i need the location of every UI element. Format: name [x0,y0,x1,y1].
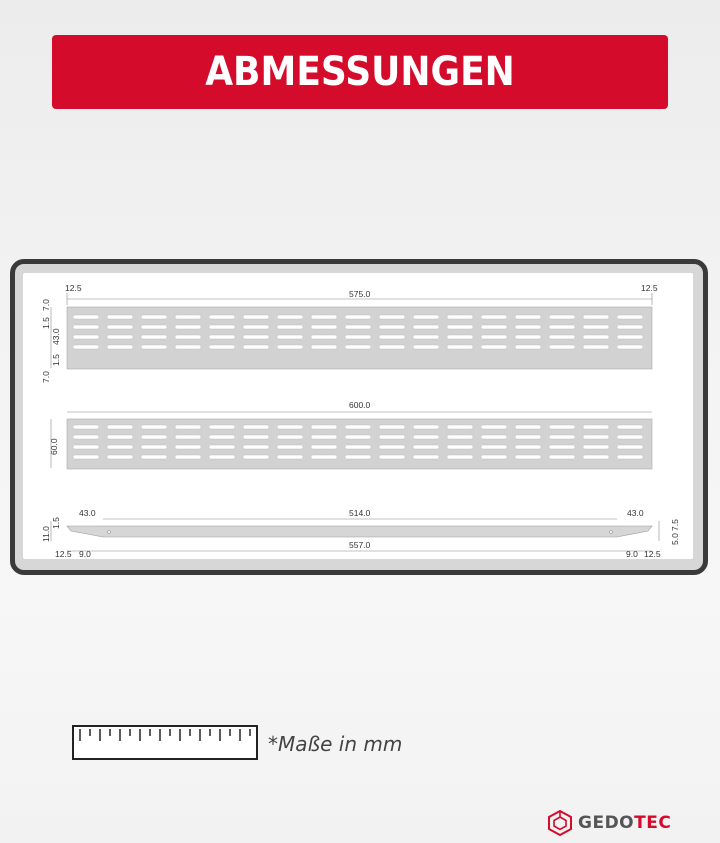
grille-slot [277,325,303,329]
grille-slot [515,425,541,429]
grille-slot [379,455,405,459]
grille-slot [447,455,473,459]
grille-slot [73,445,99,449]
grille-slot [277,315,303,319]
dim-v-bottom-inner: 1.5 [51,354,61,366]
grille-slot [515,445,541,449]
grille-slot [209,455,235,459]
grille-slot [175,435,201,439]
grille-slot [277,335,303,339]
grille-slot [311,325,337,329]
dim-v-bottom-outer: 7.0 [41,371,51,383]
grille-slot [447,325,473,329]
mounting-hole-right [610,531,613,534]
grille-slot [379,345,405,349]
grille-slot [107,315,133,319]
grille-slot [447,445,473,449]
grille-slot [243,425,269,429]
grille-slot [141,425,167,429]
grille-slot [209,325,235,329]
grille-slot [311,345,337,349]
grille-slot [209,335,235,339]
grille-slot [549,325,575,329]
dim-top-span: 575.0 [349,289,371,299]
grille-slot [413,425,439,429]
grille-slot [345,435,371,439]
grille-slot [311,315,337,319]
grille-slot [617,335,643,339]
grille-slot [447,315,473,319]
grille-slot [413,315,439,319]
title-banner [52,35,668,109]
dim-side-span: 514.0 [349,508,371,518]
grille-slot [311,425,337,429]
grille-slot [617,455,643,459]
grille-slot [583,335,609,339]
grille-slot [73,345,99,349]
grille-slot [277,455,303,459]
grille-slot [175,345,201,349]
grille-slot [481,325,507,329]
grille-slot [515,335,541,339]
grille-slot [209,435,235,439]
dim-bottom-left-inner: 9.0 [79,549,91,559]
grille-slot [481,455,507,459]
dim-v-height: 43.0 [51,328,61,345]
grille-slot [277,425,303,429]
grille-slot [413,455,439,459]
technical-drawing [23,273,693,559]
grille-slot [447,435,473,439]
dim-bottom-left-outer: 12.5 [55,549,72,559]
grille-slot [141,325,167,329]
front-view-grille [67,419,652,469]
grille-slot [617,325,643,329]
grille-slot [243,335,269,339]
grille-slot [243,445,269,449]
grille-slot [617,425,643,429]
grille-slot [583,345,609,349]
ruler-ticks [74,727,256,758]
grille-slot [175,335,201,339]
page-title: ABMESSUNGEN [205,49,515,95]
dim-front-width: 600.0 [349,400,371,410]
grille-slot [209,425,235,429]
grille-slot [515,325,541,329]
grille-slot [107,425,133,429]
grille-slot [141,445,167,449]
grille-slot [107,345,133,349]
grille-slot [583,325,609,329]
grille-slot [617,445,643,449]
dim-top-right: 12.5 [641,283,658,293]
grille-slot [549,335,575,339]
brand-logo [548,810,671,836]
grille-slot [549,455,575,459]
top-view-grille [67,307,652,369]
grille-slot [277,435,303,439]
dim-bottom-span: 557.0 [349,540,371,550]
grille-slot [311,335,337,339]
grille-slot [345,315,371,319]
grille-slot [345,335,371,339]
grille-slot [209,315,235,319]
side-view-profile [67,526,652,537]
grille-slot [311,455,337,459]
grille-slot [583,445,609,449]
dim-v-top-outer: 7.0 [41,299,51,311]
grille-slot [379,445,405,449]
grille-slot [549,435,575,439]
grille-slot [107,335,133,339]
grille-slot [481,315,507,319]
grille-slot [209,445,235,449]
grille-slot [243,315,269,319]
grille-slot [481,345,507,349]
grille-slot [345,345,371,349]
grille-slot [175,325,201,329]
grille-slot [617,315,643,319]
dim-top-left: 12.5 [65,283,82,293]
grille-slot [447,345,473,349]
grille-slot [73,325,99,329]
drawing-sheet [23,273,693,559]
mounting-hole-left [108,531,111,534]
grille-slot [107,445,133,449]
grille-slot [481,445,507,449]
dim-side-right-a: 5.0 [670,533,680,545]
grille-slot [345,425,371,429]
dim-front-height: 60.0 [49,438,59,455]
grille-slot [175,425,201,429]
grille-slot [243,345,269,349]
grille-slot [413,325,439,329]
grille-slot [175,445,201,449]
grille-slot [345,325,371,329]
grille-slot [141,335,167,339]
grille-slot [311,435,337,439]
grille-slot [617,435,643,439]
grille-slot [107,325,133,329]
grille-slot [481,425,507,429]
grille-slot [481,435,507,439]
unit-note: *Maße in mm [268,732,403,756]
grille-slot [515,435,541,439]
grille-slot [141,455,167,459]
grille-slot [73,335,99,339]
grille-slot [379,315,405,319]
grille-slot [447,335,473,339]
dim-bottom-right-inner: 9.0 [626,549,638,559]
grille-slot [311,445,337,449]
grille-slot [515,345,541,349]
grille-slot [379,335,405,339]
grille-slot [345,455,371,459]
grille-slot [515,455,541,459]
grille-slot [413,335,439,339]
grille-slot [617,345,643,349]
brand-name: GEDOTEC [578,813,672,833]
grille-slot [583,435,609,439]
grille-slot [583,315,609,319]
grille-slot [107,455,133,459]
grille-slot [413,345,439,349]
grille-slot [141,315,167,319]
grille-slot [549,445,575,449]
grille-slot [175,315,201,319]
grille-slot [209,345,235,349]
ruler-icon [72,725,258,760]
grille-slot [73,455,99,459]
gedotec-logo-icon [548,810,572,836]
dim-side-left-offset: 43.0 [79,508,96,518]
grille-slot [73,435,99,439]
grille-slot [515,315,541,319]
grille-slot [277,345,303,349]
grille-slot [481,335,507,339]
grille-slot [141,435,167,439]
grille-slot [73,425,99,429]
grille-slot [379,325,405,329]
dim-side-top: 1.5 [51,517,61,529]
grille-slot [243,455,269,459]
grille-slot [549,315,575,319]
grille-slot [243,325,269,329]
grille-slot [107,435,133,439]
dim-side-height: 11.0 [41,526,51,542]
grille-slot [379,425,405,429]
grille-slot [549,425,575,429]
dim-side-right-offset: 43.0 [627,508,644,518]
grille-slot [549,345,575,349]
grille-slot [447,425,473,429]
grille-slot [277,445,303,449]
dim-v-top-inner: 1.5 [41,317,51,329]
grille-slot [583,455,609,459]
grille-slot [175,455,201,459]
grille-slot [73,315,99,319]
grille-slot [243,435,269,439]
drawing-frame [10,259,708,575]
grille-slot [379,435,405,439]
dim-side-right-b: 7.5 [670,519,680,531]
grille-slot [413,435,439,439]
grille-slot [413,445,439,449]
grille-slot [345,445,371,449]
dim-bottom-right-outer: 12.5 [644,549,661,559]
grille-slot [141,345,167,349]
grille-slot [583,425,609,429]
